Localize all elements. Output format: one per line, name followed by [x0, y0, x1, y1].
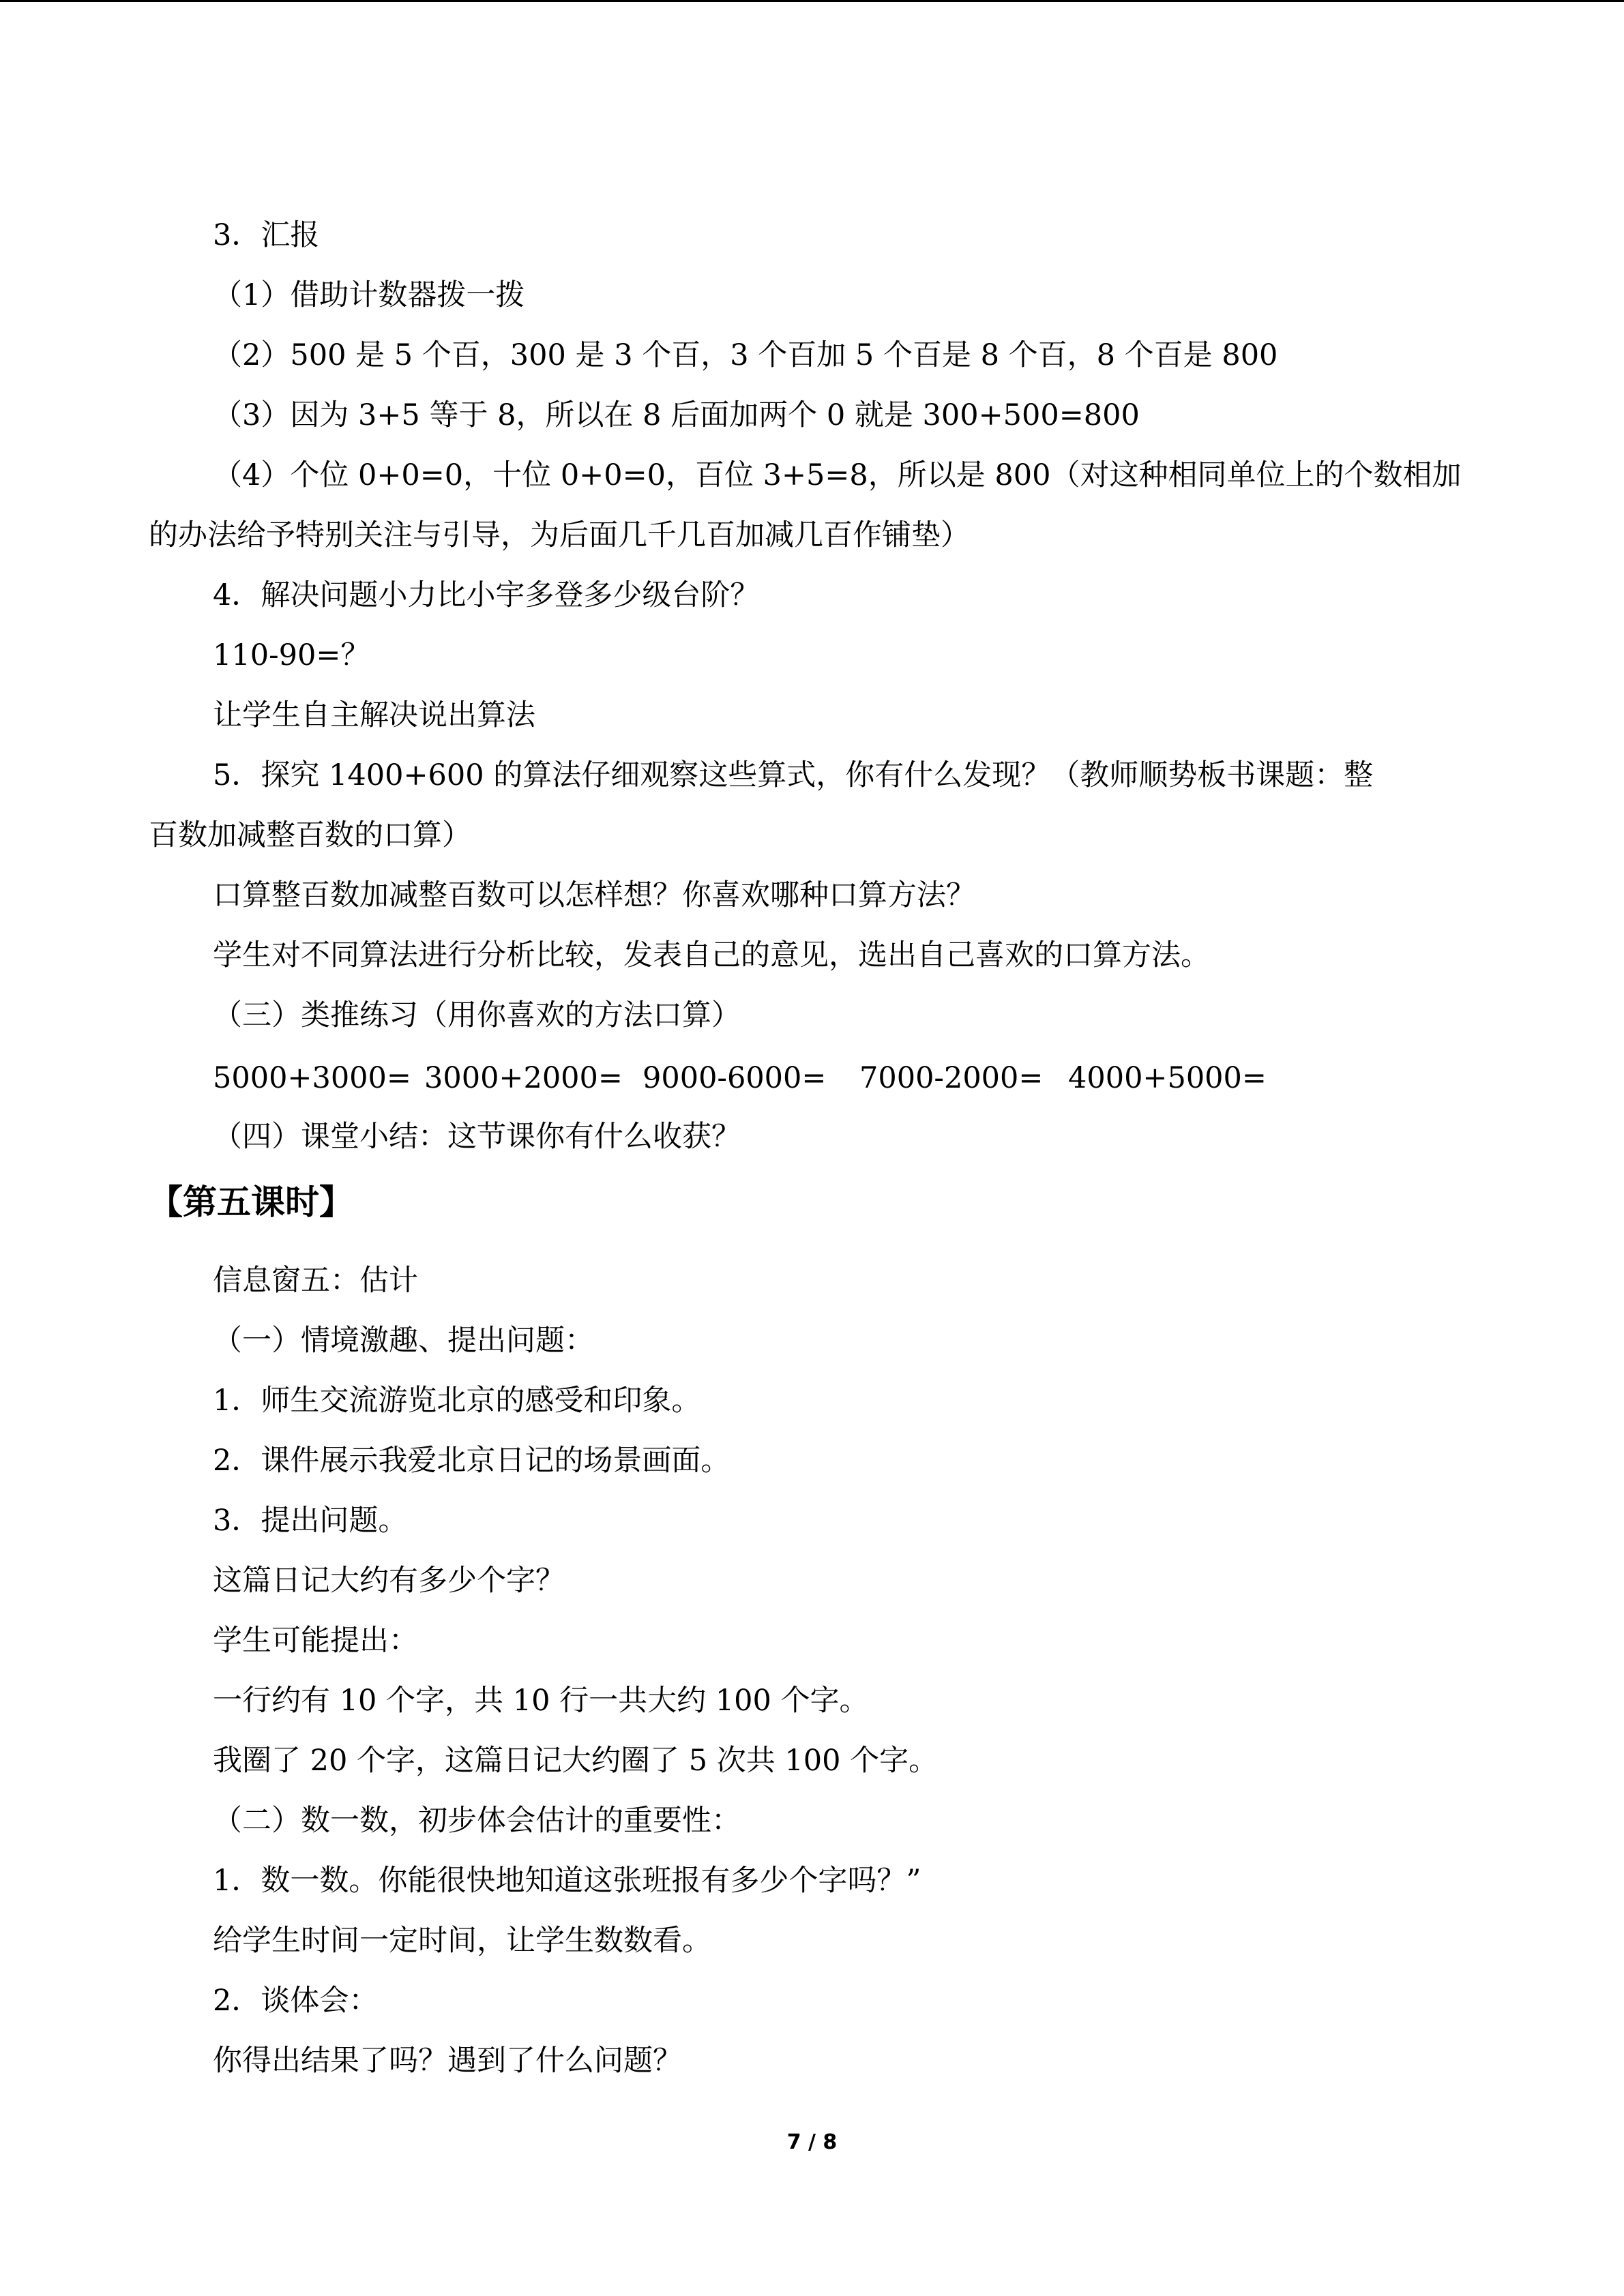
text-line: 学生可能提出：: [213, 1624, 418, 1658]
text-line: （2）500 是 5 个百，300 是 3 个百，3 个百加 5 个百是 8 个百，8 个百是 800: [213, 338, 1278, 372]
page-number: 7 / 8: [786, 2130, 838, 2154]
text-line: （3）因为 3+5 等于 8，所以在 8 后面加两个 0 就是 300+500=800: [213, 398, 1140, 432]
text-line: 2．谈体会：: [213, 1984, 379, 2018]
expression: 3000+2000=: [424, 1061, 623, 1095]
expression: 5000+3000=: [213, 1061, 411, 1095]
text-line: （4）个位 0+0=0，十位 0+0=0，百位 3+5=8，所以是 800（对这种相同单位上的个数相加: [213, 458, 1462, 492]
expression: 9000-6000=: [643, 1061, 827, 1095]
text-line: 信息窗五：估计: [213, 1264, 418, 1298]
text-line: 2．课件展示我爱北京日记的场景画面。: [213, 1444, 730, 1478]
expression: 7000-2000=: [859, 1061, 1044, 1095]
page-top-border: [0, 0, 1624, 2]
text-line: 3．汇报: [213, 218, 320, 252]
text-line: （1）借助计数器拨一拨: [213, 278, 525, 312]
text-line: 学生对不同算法进行分析比较，发表自己的意见，选出自己喜欢的口算方法。: [213, 938, 1210, 972]
summary-line: （四）课堂小结：这节课你有什么收获？: [213, 1120, 741, 1154]
text-line: （二）数一数，初步体会估计的重要性：: [213, 1804, 741, 1838]
text-line: 一行约有 10 个字，共 10 行一共大约 100 个字。: [213, 1684, 869, 1718]
text-line: （三）类推练习（用你喜欢的方法口算）: [213, 998, 741, 1032]
text-line: 的办法给予特别关注与引导，为后面几千几百加减几百作铺垫）: [149, 518, 970, 552]
text-line: 这篇日记大约有多少个字？: [213, 1564, 565, 1598]
text-line: 给学生时间一定时间，让学生数数看。: [213, 1924, 711, 1958]
text-line: 口算整百数加减整百数可以怎样想？你喜欢哪种口算方法？: [213, 878, 975, 912]
text-line: 3．提出问题。: [213, 1504, 408, 1538]
text-line: 1．数一数。你能很快地知道这张班报有多少个字吗？”: [213, 1864, 921, 1898]
expression: 4000+5000=: [1068, 1061, 1267, 1095]
text-line: （一）情境激趣、提出问题：: [213, 1324, 594, 1358]
section-heading: 【第五课时】: [149, 1182, 353, 1222]
text-line: 我圈了 20 个字，这篇日记大约圈了 5 次共 100 个字。: [213, 1744, 939, 1778]
text-line: 你得出结果了吗？遇到了什么问题？: [213, 2044, 682, 2078]
text-line: 5．探究 1400+600 的算法仔细观察这些算式，你有什么发现？（教师顺势板书课题：整: [213, 758, 1374, 792]
text-line: 百数加减整百数的口算）: [149, 818, 471, 852]
text-line: 1．师生交流游览北京的感受和印象。: [213, 1384, 701, 1418]
text-line: 让学生自主解决说出算法: [213, 698, 535, 732]
text-line: 4．解决问题小力比小宇多登多少级台阶？: [213, 578, 760, 612]
text-line: 110-90=？: [213, 638, 370, 672]
